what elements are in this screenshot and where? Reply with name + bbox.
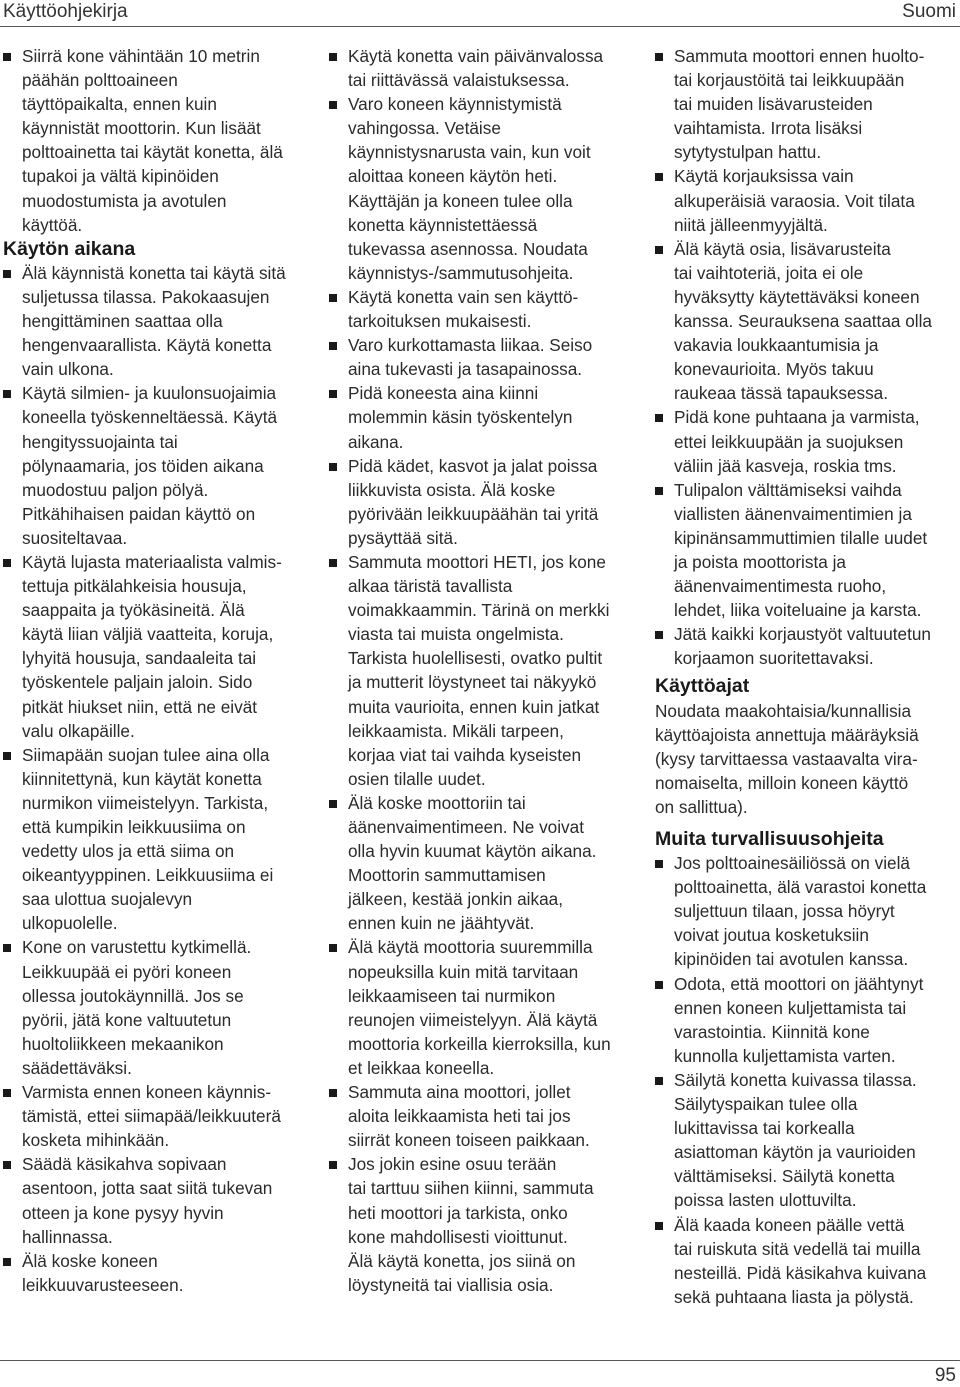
item-text: Sammuta moottori HETI, jos kone alkaa täristä tavallista voimakkaammin. Tärinä on merkki viasta tai muista ongelmista. Tarkista huolellisesti, ovatko pultit ja mutterit löystyneet tai näkyykö muita vaurioita, ennen kuin jatkat leikkaamista. Mikäli tarpeen, korjaa viat tai vaihda kyseisten osien tilalle uudet. xyxy=(348,551,610,789)
list-item xyxy=(329,1080,635,1152)
bullet-icon xyxy=(329,1161,337,1169)
item-text: Käytä lujasta materiaalista valmis- tettuja pitkälahkeisia housuja, saappaita ja työkäsineitä. Älä käytä liian väljiä vaatteita, koruja, lyhyitä housuja, sandaaleita tai työskentele paljain jaloin. Sido pitkät hiukset niin, että ne eivät valu olkapäille. xyxy=(22,551,282,741)
item-text: Pidä koneesta aina kiinni molemmin käsin työskentelyn aikana. xyxy=(348,383,573,452)
bullet-icon xyxy=(329,294,337,302)
bullet-icon xyxy=(3,270,11,278)
section-heading-operating-hours: Käyttöajat xyxy=(655,675,750,698)
list-item xyxy=(329,381,635,453)
list-item xyxy=(3,1152,305,1248)
list-item xyxy=(329,285,635,333)
bullet-icon xyxy=(3,1161,11,1169)
list-item xyxy=(3,1080,305,1152)
bullet-icon xyxy=(655,487,663,495)
item-text: Käytä korjauksissa vain alkuperäisiä varaosia. Voit tilata niitä jälleenmyyjältä. xyxy=(674,166,915,235)
language-label: Suomi xyxy=(902,1,956,22)
list-item xyxy=(3,44,305,237)
item-text: Älä käytä osia, lisävarusteita tai vaihtoteriä, joita ei ole hyväksytty käytettäväksi koneen kanssa. Seurauksena saattaa olla vakavia loukkaantumisia ja konevaurioita. Myös takuu raukeaa tässä tapauksessa. xyxy=(674,238,932,404)
operating-hours-paragraph: Noudata maakohtaisia/kunnallisia käyttöajoista annettuja määräyksiä (kysy tarvittaessa vastaavalta vira- nomaiselta, milloin koneen käyttö on sallittua). xyxy=(655,700,919,817)
bullet-icon xyxy=(329,944,337,952)
bullet-icon xyxy=(329,53,337,61)
bullet-icon xyxy=(655,173,663,181)
item-text: Tulipalon välttämiseksi vaihda viallisten äänenvaimentimien ja kipinänsammuttimien tilalle uudet ja poista moottorista ja äänenvaimentimesta ruoho, lehdet, liika voiteluaine ja karsta. xyxy=(674,479,928,621)
document-title: Käyttöohjekirja xyxy=(3,1,128,22)
bullet-icon xyxy=(329,101,337,109)
bullet-icon xyxy=(655,1077,663,1085)
bullet-icon xyxy=(3,559,11,567)
list-item xyxy=(329,550,635,791)
item-text: Varo kurkottamasta liikaa. Seiso aina tukevasti ja tasapainossa. xyxy=(348,335,593,380)
list-item xyxy=(655,972,955,1068)
header-divider xyxy=(0,26,960,27)
item-text: Pidä kädet, kasvot ja jalat poissa liikkuvista osista. Älä koske pyörivään leikkuupäähän tai yritä pysäyttää sitä. xyxy=(348,455,599,548)
bullet-icon xyxy=(3,1258,11,1266)
list-item xyxy=(329,935,635,1080)
page-number: 95 xyxy=(934,1365,956,1386)
bullet-icon xyxy=(655,53,663,61)
item-text: Älä koske moottoriin tai äänenvaimentimeen. Ne voivat olla hyvin kuumat käytön aikana. Moottorin sammuttamisen jälkeen, kestää jonkin aikaa, ennen kuin ne jäähtyvät. xyxy=(348,792,597,934)
item-text: Jos polttoainesäiliössä on vielä polttoainetta, älä varastoi konetta suljettuun tilaan, jossa höyryt voivat joutua kosketuksiin kipinöiden tai avotulen kanssa. xyxy=(674,853,927,970)
item-text: Säilytä konetta kuivassa tilassa. Säilytyspaikan tulee olla lukittavissa tai korkealla asiattoman käytön ja vaurioiden välttämiseksi. Säilytä konetta poissa lasten ulottuvilta. xyxy=(674,1069,917,1211)
item-text: Älä käytä moottoria suuremmilla nopeuksilla kuin mitä tarvitaan leikkaamiseen tai nurmikon reunojen viimeistelyyn. Älä käytä moottoria korkeilla kierroksilla, kun et leikkaa koneella. xyxy=(348,937,611,1078)
item-text: Odota, että moottori on jäähtynyt ennen koneen kuljettamista tai varastointia. Kiinnitä kone kunnolla kuljettamista varten. xyxy=(674,973,924,1066)
list-item xyxy=(3,743,305,936)
column-1 xyxy=(3,44,305,1297)
bullet-icon xyxy=(655,246,663,254)
list-item xyxy=(329,333,635,381)
bullet-icon xyxy=(3,944,11,952)
item-text: Siimapään suojan tulee aina olla kiinnitettynä, kun käytät konetta nurmikon viimeistelyyn. Tarkista, että kumpikin leikkuusiima on vedetty ulos ja että siima on oikeantyyppinen. Leikkuusiima ei saa ulottua suojalevyn ulkopuolelle. xyxy=(22,744,274,934)
list-item xyxy=(329,44,635,92)
list-item xyxy=(655,622,955,670)
section-heading-during-use: Käytön aikana xyxy=(3,237,136,260)
bullet-icon xyxy=(655,981,663,989)
item-text: Säädä käsikahva sopivaan asentoon, jotta saat siitä tukevan otteen ja kone pysyy hyvin hallinnassa. xyxy=(22,1154,273,1247)
bullet-icon xyxy=(3,1089,11,1097)
item-text: Käytä konetta vain päivänvalossa tai riittävässä valaistuksessa. xyxy=(348,46,604,91)
item-text: Pidä kone puhtaana ja varmista, ettei leikkuupään ja suojuksen väliin jää kasveja, roskia tms. xyxy=(674,407,920,476)
list-item xyxy=(329,454,635,550)
item-text: Älä koske koneen leikkuuvarusteeseen. xyxy=(22,1250,184,1295)
item-text: Sammuta moottori ennen huolto- tai korjaustöitä tai leikkuupään tai muiden lisävarusteiden vaihtamista. Irrota lisäksi sytytystulpan hattu. xyxy=(674,46,925,163)
list-item xyxy=(3,261,305,381)
item-text: Varo koneen käynnistymistä vahingossa. Vetäise käynnistysnarusta vain, kun voit aloittaa koneen käytön heti. Käyttäjän ja koneen tulee olla konetta käynnistettäessä tukevassa asennossa. Noudata käynnistys-/sammutusohjeita. xyxy=(348,94,591,283)
list-item xyxy=(3,935,305,1080)
list-item xyxy=(3,381,305,550)
bullet-icon xyxy=(329,463,337,471)
section-heading-other-safety: Muita turvallisuusohjeita xyxy=(655,828,884,850)
bullet-icon xyxy=(3,53,11,61)
list-item xyxy=(655,1068,955,1213)
item-text: Käytä silmien- ja kuulonsuojaimia koneella työskenneltäessä. Käytä hengityssuojainta tai pölynaamaria, jos töiden aikana muodostuu paljon pölyä. Pitkähihaisen paidan käyttö on suositeltavaa. xyxy=(22,383,278,548)
list-item xyxy=(655,478,955,623)
list-item xyxy=(329,1152,635,1297)
item-text: Kone on varustettu kytkimellä. Leikkuupää ei pyöri koneen ollessa joutokäynnillä. Jos se pyörii, jätä kone valtuutetun huoltoliikkeen mekaanikon säädettäväksi. xyxy=(22,937,252,1078)
column-2 xyxy=(329,44,635,1297)
bullet-icon xyxy=(3,752,11,760)
list-item xyxy=(3,550,305,743)
list-item xyxy=(329,791,635,936)
item-text: Älä kaada koneen päälle vettä tai ruiskuta sitä vedellä tai muilla nesteillä. Pidä käsikahva kuivana sekä puhtaana liasta ja pölystä. xyxy=(674,1214,927,1307)
list-item xyxy=(655,851,955,971)
bullet-icon xyxy=(655,631,663,639)
column-3 xyxy=(655,44,955,1309)
item-text: Jos jokin esine osuu terään tai tarttuu siihen kiinni, sammuta heti moottori ja tarkista, onko kone mahdollisesti vioittunut. Älä käytä konetta, jos siinä on löystyneitä tai viallisia osia. xyxy=(348,1154,594,1295)
bullet-icon xyxy=(329,800,337,808)
item-text: Älä käynnistä konetta tai käytä sitä suljetussa tilassa. Pakokaasujen hengittäminen saattaa olla hengenvaarallista. Käytä konetta vain ulkona. xyxy=(22,262,286,380)
bullet-icon xyxy=(329,1089,337,1097)
list-item xyxy=(655,1213,955,1309)
item-text: Jätä kaikki korjaustyöt valtuutetun korjaamon suoritettavaksi. xyxy=(674,624,931,669)
list-item xyxy=(655,164,955,236)
list-item xyxy=(3,1249,305,1297)
item-text: Käytä konetta vain sen käyttö- tarkoituksen mukaisesti. xyxy=(348,286,579,332)
bullet-icon xyxy=(329,390,337,398)
bullet-icon xyxy=(3,390,11,398)
list-item xyxy=(655,44,955,164)
bullet-icon xyxy=(655,860,663,868)
bullet-icon xyxy=(655,414,663,422)
list-item xyxy=(655,237,955,406)
item-text: Siirrä kone vähintään 10 metrin päähän polttoaineen täyttöpaikalta, ennen kuin käynnistät moottorin. Kun lisäät polttoainetta tai käytät konetta, älä tupakoi ja vältä kipinöiden muodostumista ja avotulen käyttöä. xyxy=(22,46,283,235)
bullet-icon xyxy=(329,342,337,350)
item-text: Sammuta aina moottori, jollet aloita leikkaamista heti tai jos siirrät koneen toiseen paikkaan. xyxy=(348,1082,590,1151)
item-text: Varmista ennen koneen käynnis- tämistä, ettei siimapää/leikkuuterä kosketa mihinkään. xyxy=(22,1082,281,1151)
list-item xyxy=(655,405,955,477)
bullet-icon xyxy=(329,559,337,567)
footer-divider xyxy=(0,1360,960,1361)
list-item xyxy=(329,92,635,285)
bullet-icon xyxy=(655,1222,663,1230)
